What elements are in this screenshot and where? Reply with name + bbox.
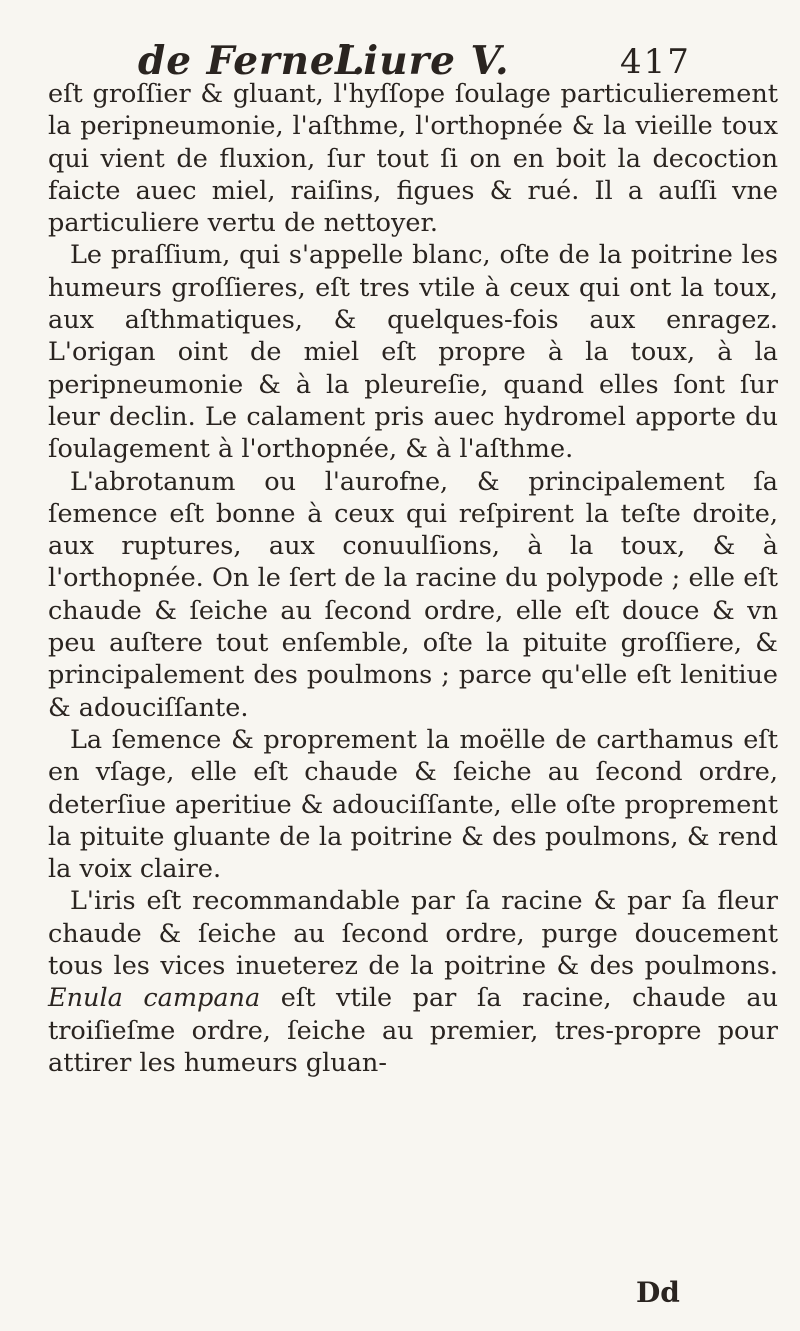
iris-text-start: L'iris eſt recommandable par ſa racine & par ſa fleur chaude & ſeiche au ſecond ordre, purge doucement tous les vices inueterez de la poitrine & des poulmons. xyxy=(48,886,778,982)
catchword-signature: Dd xyxy=(636,1276,680,1309)
main-text xyxy=(48,78,778,1079)
running-title-author: de Fernel. xyxy=(138,38,367,84)
paragraph-prassium: Le praſſium, qui s'appelle blanc, oſte de la poitrine les humeurs groſſieres, eſt tres vtile à ceux qui ont la toux, aux aſthmatiques, & quelques-fois aux enragez. L'origan oint de miel eſt propre à la toux, à la peripneumonie & à la pleureſie, quand elles ſont ſur leur declin. Le calament pris auec hydromel apporte du ſoulagement à l'orthopnée, & à l'aſthme. xyxy=(48,240,778,465)
paragraph-abrotanum: L'abrotanum ou l'aurofne, & principalement ſa ſemence eſt bonne à ceux qui reſpirent la teſte droite, aux ruptures, aux conuulſions, à la toux, & à l'orthopnée. On le ſert de la racine du polypode ; elle eſt chaude & ſeiche au ſecond ordre, elle eſt douce & vn peu auſtere tout enſemble, oſte la pituite groſſiere, & principalement des poulmons ; parce qu'elle eſt lenitiue & adouciſſante. xyxy=(48,466,778,723)
page-number: 417 xyxy=(620,42,691,82)
enula-campana-term: Enula campana xyxy=(48,983,261,1014)
paragraph-hyssop: eſt groſſier & gluant, l'hyſſope ſoulage particulierement la peripneumonie, l'aſthme, l'orthopnée & la vieille toux qui vient de fluxion, ſur tout ſi on en boit la decoction faicte auec miel, raiſins, figues & rué. Il a auſſi vne particuliere vertu de nettoyer. xyxy=(48,79,778,239)
iris-text-end: eſt vtile par ſa racine, chaude au troiſieſme ordre, ſeiche au premier, tres-propre pour attirer les humeurs gluan- xyxy=(48,983,778,1078)
paragraph-iris xyxy=(48,885,778,1079)
paragraph-carthamus: La ſemence & proprement la moëlle de carthamus eſt en vſage, elle eſt chaude & ſeiche au ſecond ordre, deterſiue aperitiue & adouciſſante, elle oſte proprement la pituite gluante de la poitrine & des poulmons, & rend la voix claire. xyxy=(48,724,778,885)
running-title-book: Liure V. xyxy=(335,38,510,84)
